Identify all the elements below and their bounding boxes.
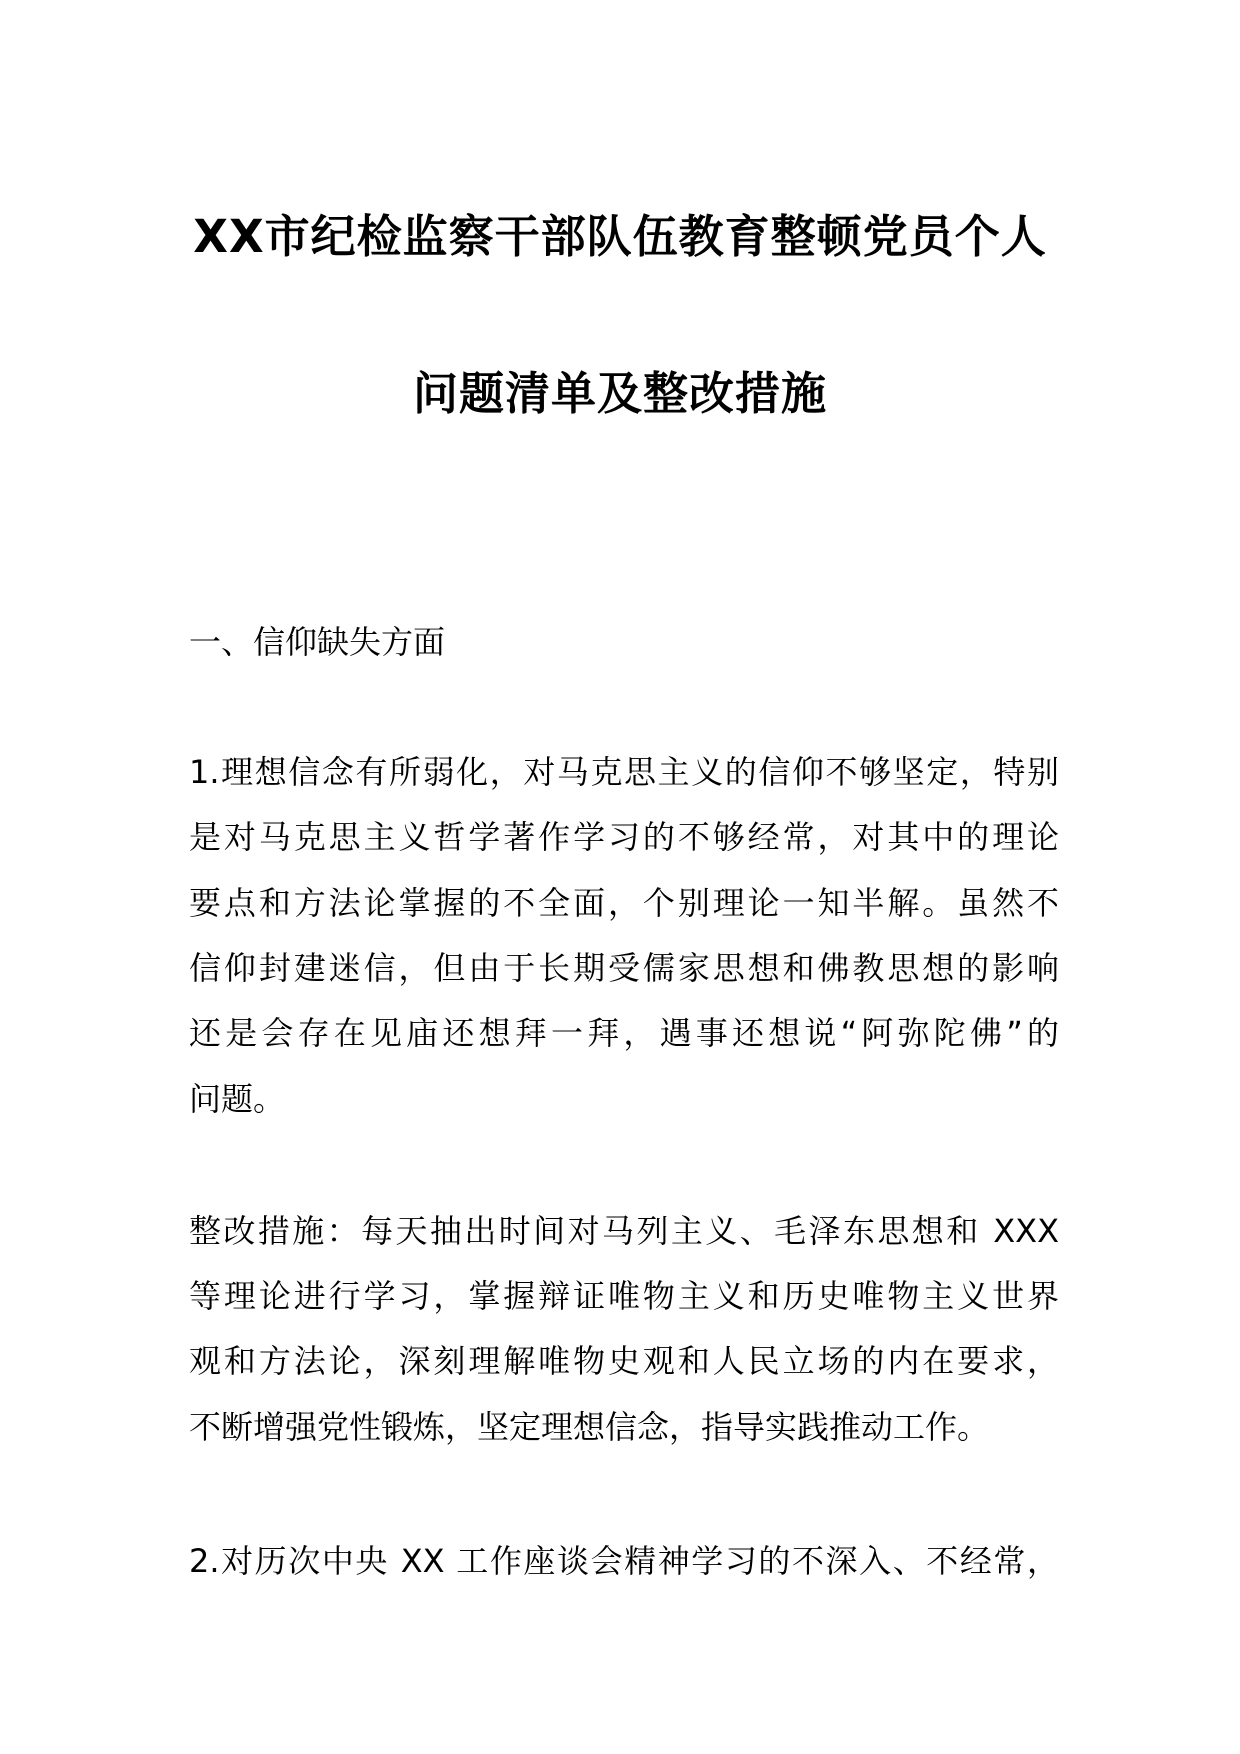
paragraph-line: 要点和方法论掌握的不全面，个别理论一知半解。虽然不 [189, 884, 1059, 922]
paragraph-line: 整改措施：每天抽出时间对马列主义、毛泽东思想和 XXX [189, 1212, 1059, 1250]
paragraph-line: 还是会存在见庙还想拜一拜，遇事还想说“阿弥陀佛”的 [189, 1014, 1059, 1052]
paragraph-line: 观和方法论，深刻理解唯物史观和人民立场的内在要求， [189, 1342, 1059, 1380]
paragraph-line: 1.理想信念有所弱化，对马克思主义的信仰不够坚定，特别 [189, 753, 1059, 791]
document-title-line-1: XX市纪检监察干部队伍教育整顿党员个人 [193, 210, 1047, 263]
paragraph-line: 信仰封建迷信，但由于长期受儒家思想和佛教思想的影响 [189, 949, 1059, 987]
section-heading: 一、信仰缺失方面 [189, 623, 446, 661]
paragraph-line: 等理论进行学习，掌握辩证唯物主义和历史唯物主义世界 [189, 1277, 1059, 1315]
document-title-line-2: 问题清单及整改措施 [412, 367, 827, 420]
paragraph-line: 是对马克思主义哲学著作学习的不够经常，对其中的理论 [189, 818, 1059, 856]
paragraph-line: 问题。 [189, 1080, 286, 1118]
paragraph-line: 2.对历次中央 XX 工作座谈会精神学习的不深入、不经常， [189, 1542, 1059, 1580]
paragraph-line: 不断增强党性锻炼，坚定理想信念，指导实践推动工作。 [189, 1408, 990, 1446]
